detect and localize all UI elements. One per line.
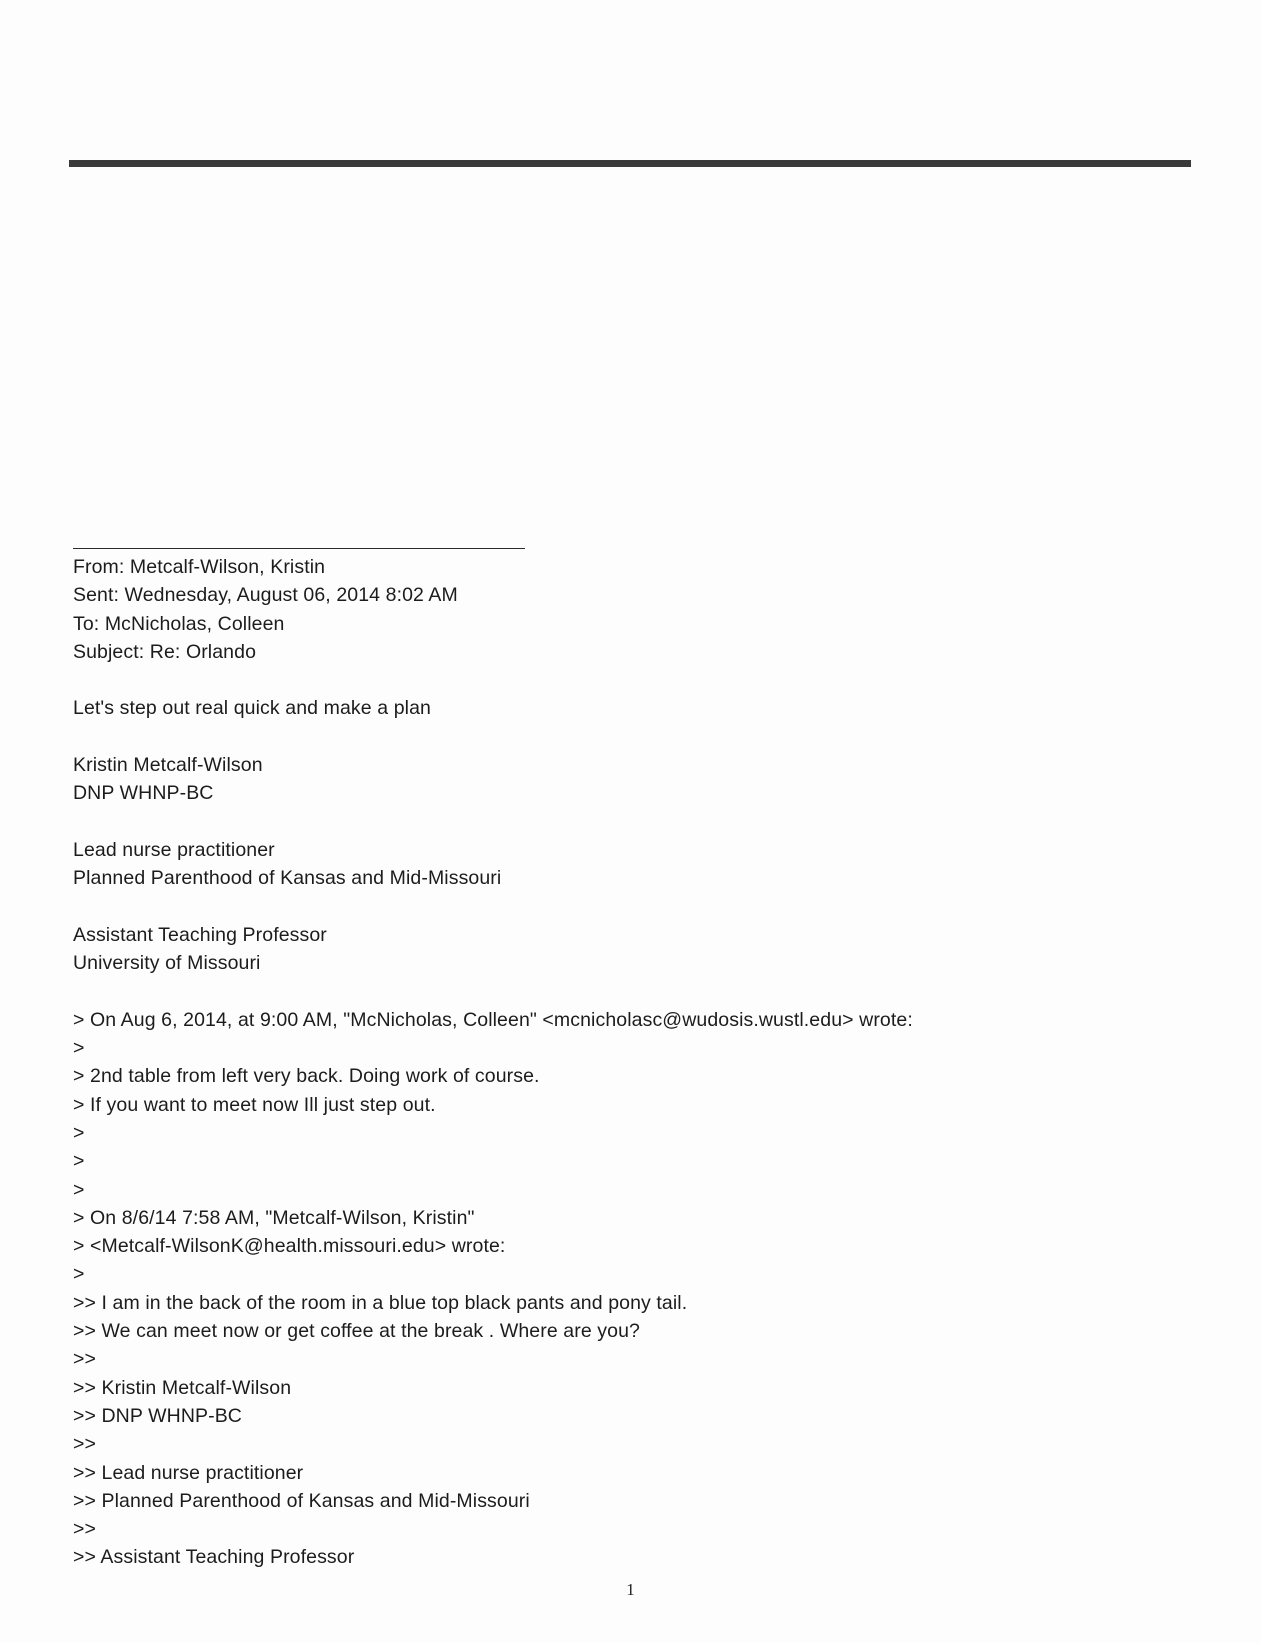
quoted-line: > bbox=[73, 1150, 85, 1173]
blank-line bbox=[73, 977, 1223, 1005]
quoted-line: > 2nd table from left very back. Doing work of course. bbox=[73, 1065, 540, 1088]
quoted-line: >> bbox=[73, 1433, 96, 1456]
blank-line bbox=[73, 723, 1223, 751]
quoted-line: >> bbox=[73, 1348, 96, 1371]
quoted-line: > On 8/6/14 7:58 AM, "Metcalf-Wilson, Kristin" bbox=[73, 1206, 475, 1229]
quoted-line: > bbox=[73, 1178, 85, 1201]
signature-name: Kristin Metcalf-Wilson bbox=[73, 754, 263, 777]
signature-title: Lead nurse practitioner bbox=[73, 838, 275, 861]
signature-title-2: Assistant Teaching Professor bbox=[73, 923, 327, 946]
quoted-line: >> bbox=[73, 1518, 96, 1541]
quoted-line: >> Lead nurse practitioner bbox=[73, 1461, 304, 1484]
blank-line bbox=[73, 893, 1223, 921]
quoted-line: >> Assistant Teaching Professor bbox=[73, 1546, 355, 1569]
quoted-line: >> Kristin Metcalf-Wilson bbox=[73, 1376, 292, 1399]
sent-line: Sent: Wednesday, August 06, 2014 8:02 AM bbox=[73, 584, 458, 607]
quoted-line: > <Metcalf-WilsonK@health.missouri.edu> wrote: bbox=[73, 1235, 506, 1258]
signature-organization: Planned Parenthood of Kansas and Mid-Missouri bbox=[73, 867, 502, 890]
signature-credentials: DNP WHNP-BC bbox=[73, 782, 214, 805]
quoted-line: >> Planned Parenthood of Kansas and Mid-Missouri bbox=[73, 1489, 530, 1512]
quoted-line: >> I am in the back of the room in a blue top black pants and pony tail. bbox=[73, 1291, 688, 1314]
blank-line bbox=[73, 808, 1223, 836]
header-divider bbox=[73, 548, 525, 549]
signature-organization-2: University of Missouri bbox=[73, 952, 261, 975]
top-divider bbox=[69, 160, 1191, 167]
blank-line bbox=[73, 666, 1223, 694]
message-line: Let's step out real quick and make a plan bbox=[73, 697, 431, 720]
quoted-line: > On Aug 6, 2014, at 9:00 AM, "McNicholas, Colleen" <mcnicholasc@wudosis.wustl.edu> wrote: bbox=[73, 1008, 913, 1031]
quoted-line: >> We can meet now or get coffee at the break . Where are you? bbox=[73, 1320, 640, 1343]
email-content bbox=[73, 553, 1223, 1572]
quoted-line: > bbox=[73, 1121, 85, 1144]
to-line: To: McNicholas, Colleen bbox=[73, 612, 285, 635]
quoted-line: > bbox=[73, 1263, 85, 1286]
quoted-line: > bbox=[73, 1037, 85, 1060]
page-number: 1 bbox=[626, 1580, 635, 1599]
quoted-line: > If you want to meet now Ill just step out. bbox=[73, 1093, 436, 1116]
subject-line: Subject: Re: Orlando bbox=[73, 640, 257, 663]
from-line: From: Metcalf-Wilson, Kristin bbox=[73, 556, 326, 578]
quoted-thread bbox=[73, 1006, 1223, 1572]
quoted-line: >> DNP WHNP-BC bbox=[73, 1404, 242, 1427]
